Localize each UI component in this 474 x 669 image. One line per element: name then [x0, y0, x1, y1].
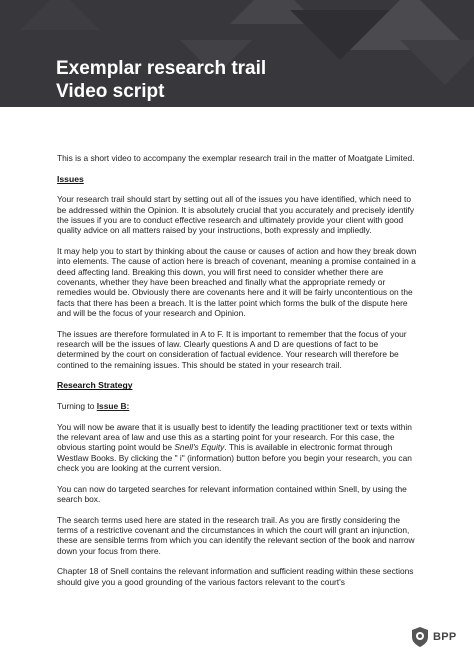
logo-wordmark: BPP — [433, 631, 457, 643]
strategy-paragraph-4: Chapter 18 of Snell contains the relevant information and sufficient reading within these sections should give you a good grounding of the various factors relevant to the court's — [57, 566, 414, 587]
issues-heading: Issues — [57, 173, 84, 184]
strategy-p1-text-b: . This is available in electronic format through Westlaw Books. By clicking the " i" (information) button before you begin your research, you can check you are looking at the current version. — [57, 442, 412, 473]
strategy-paragraph-1 — [57, 422, 419, 474]
document-body — [57, 153, 419, 597]
lion-shield-icon — [411, 627, 429, 647]
issues-paragraph-1: Your research trail should start by setting out all of the issues you have identified, which need to be addressed within the Opinion. It is absolutely crucial that you accurately and precisely identify the issues if you are to conduct effective research and ultimately provide your client with good quality advice on all matters raised by your instructions, both expressly and impliedly. — [57, 194, 415, 236]
intro-paragraph: This is a short video to accompany the exemplar research trail in the matter of Moatgate Limited. — [57, 153, 415, 163]
strategy-paragraph-2: You can now do targeted searches for relevant information contained within Snell, by using the search box. — [57, 483, 407, 504]
issues-paragraph-3: The issues are therefore formulated in A to F. It is important to remember that the focus of your research will be the issues of law. Clearly questions A and D are questions of fact to be determined by the court on consideration of factual evidence. Your research will therefore be contined to the remaining issues. This should be stated in your research trail. — [57, 328, 407, 370]
strategy-p1-text-a: You will now be aware that it is usually best to identify the leading practitioner text or texts within the relevant area of law and use this as a starting point for your research. For this case, the obvious starting point would be — [57, 421, 412, 453]
issue-b-label: Issue B: — [96, 400, 130, 411]
issues-paragraph-2: It may help you to start by thinking about the cause or causes of action and how they break down into elements. The cause of action here is breach of covenant, meaning a promise contained in a deed affecting land. Breaking this down, you will first need to consider whether there are covenants, whether they have been breached and finally what the appropriate remedy or remedies would be. Obviously there are covenants here and it will be fairly uncontentious on the facts that there has been a breach. It is the latter point which forms the bulk of the dispute here and will be the focus of your research and Opinion. — [57, 245, 417, 319]
title-line-2: Video script — [56, 81, 165, 102]
research-strategy-heading: Research Strategy — [57, 380, 133, 391]
bpp-logo — [411, 623, 463, 651]
turning-to-issue-paragraph — [57, 401, 419, 411]
snells-equity-title: Snell's Equity — [174, 442, 225, 453]
title-line-1: Exemplar research trail — [56, 58, 267, 79]
decorative-triangle — [20, 0, 100, 30]
turning-prefix: Turning to — [57, 400, 97, 411]
page-title — [56, 57, 436, 103]
strategy-paragraph-3: The search terms used here are stated in the research trail. As you are firstly considering the terms of a restrictive covenant and the circumstances in which the court will grant an injunction, these are sensible terms from which you can identify the relevant section of the book and narrow down your focus from there. — [57, 514, 415, 556]
